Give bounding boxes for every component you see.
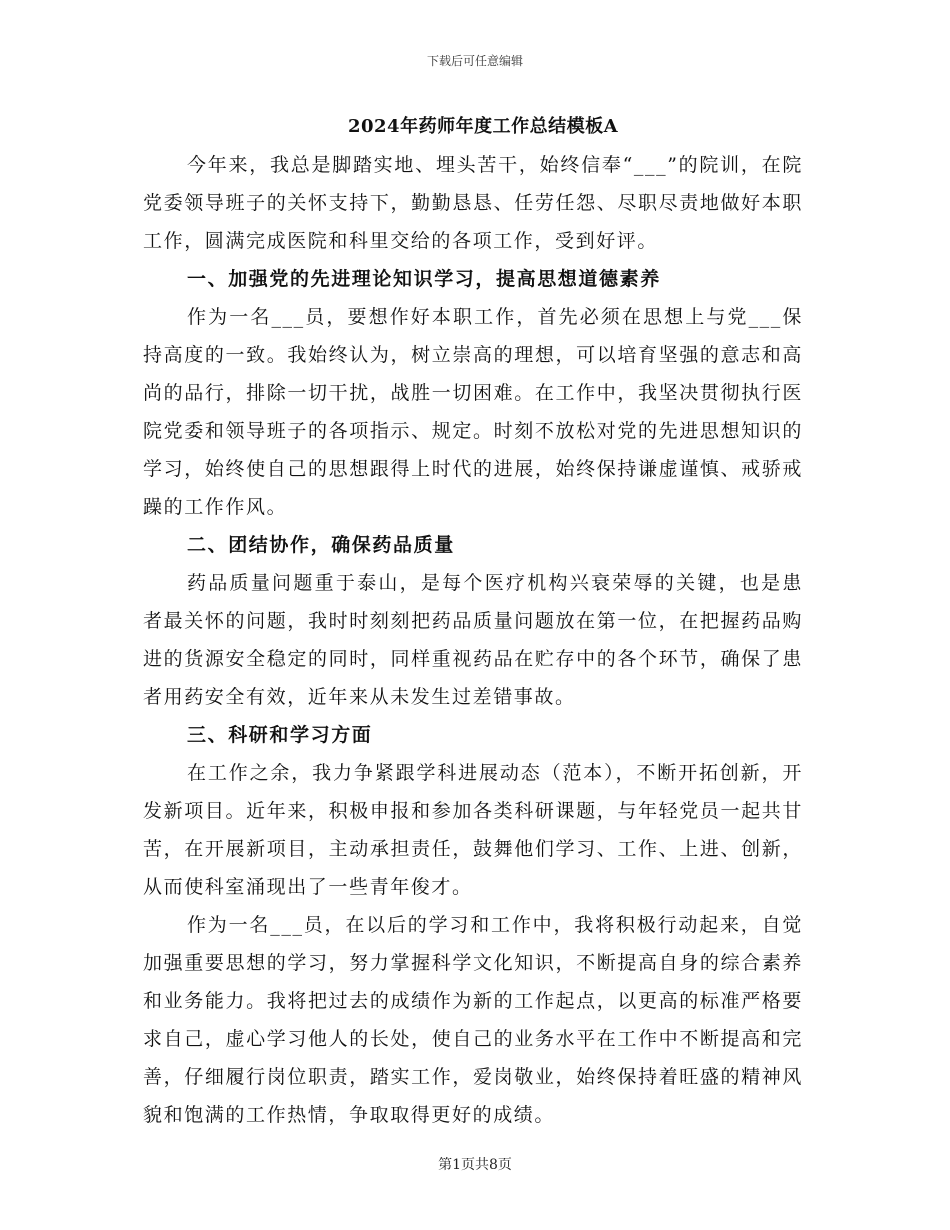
document-title: 2024年药师年度工作总结模板A (347, 116, 619, 137)
section-1-paragraph-1: 作为一名___员，要想作好本职工作，首先必须在思想上与党___保持高度的一致。我始终认为，树立崇高的理想，可以培育坚强的意志和高尚的品行，排除一切干扰，战胜一切困难。在工作中，我坚决贯彻执行医院党委和领导班子的各项指示、规定。时刻不放松对党的先进思想知识的学习，始终使自己的思想跟得上时代的进展，始终保持谦虚谨慎、戒骄戒躁的工作作风。 (143, 306, 803, 518)
section-heading-1: 一、加强党的先进理论知识学习，提高思想道德素养 (187, 268, 661, 290)
page-indicator: 第1页共8页 (438, 1157, 512, 1173)
section-heading-3: 三、科研和学习方面 (187, 724, 373, 746)
document-body (143, 108, 803, 1134)
section-3-paragraph-1: 在工作之余，我力争紧跟学科进展动态（范本），不断开拓创新，开发新项目。近年来，积极申报和参加各类科研课题，与年轻党员一起共甘苦，在开展新项目，主动承担责任，鼓舞他们学习、工作、上进、创新，从而使科室涌现出了一些青年俊才。 (143, 762, 803, 898)
intro-paragraph: 今年来，我总是脚踏实地、埋头苦干，始终信奉“___”的院训，在院党委领导班子的关怀支持下，勤勤恳恳、任劳任怨、尽职尽责地做好本职工作，圆满完成医院和科里交给的各项工作，受到好评。 (143, 154, 803, 252)
section-2-paragraph-1: 药品质量问题重于泰山，是每个医疗机构兴衰荣辱的关键，也是患者最关怀的问题，我时时刻刻把药品质量问题放在第一位，在把握药品购进的货源安全稳定的同时，同样重视药品在贮存中的各个环节，确保了患者用药安全有效，近年来从未发生过差错事故。 (143, 572, 803, 708)
header-note: 下载后可任意编辑 (426, 54, 523, 68)
section-3-paragraph-2: 作为一名___员，在以后的学习和工作中，我将积极行动起来，自觉加强重要思想的学习，努力掌握科学文化知识，不断提高自身的综合素养和业务能力。我将把过去的成绩作为新的工作起点，以更高的标准严格要求自己，虚心学习他人的长处，使自己的业务水平在工作中不断提高和完善，仔细履行岗位职责，踏实工作，爱岗敬业，始终保持着旺盛的精神风貌和饱满的工作热情，争取取得更好的成绩。 (143, 914, 803, 1126)
section-heading-2: 二、团结协作，确保药品质量 (187, 534, 455, 556)
